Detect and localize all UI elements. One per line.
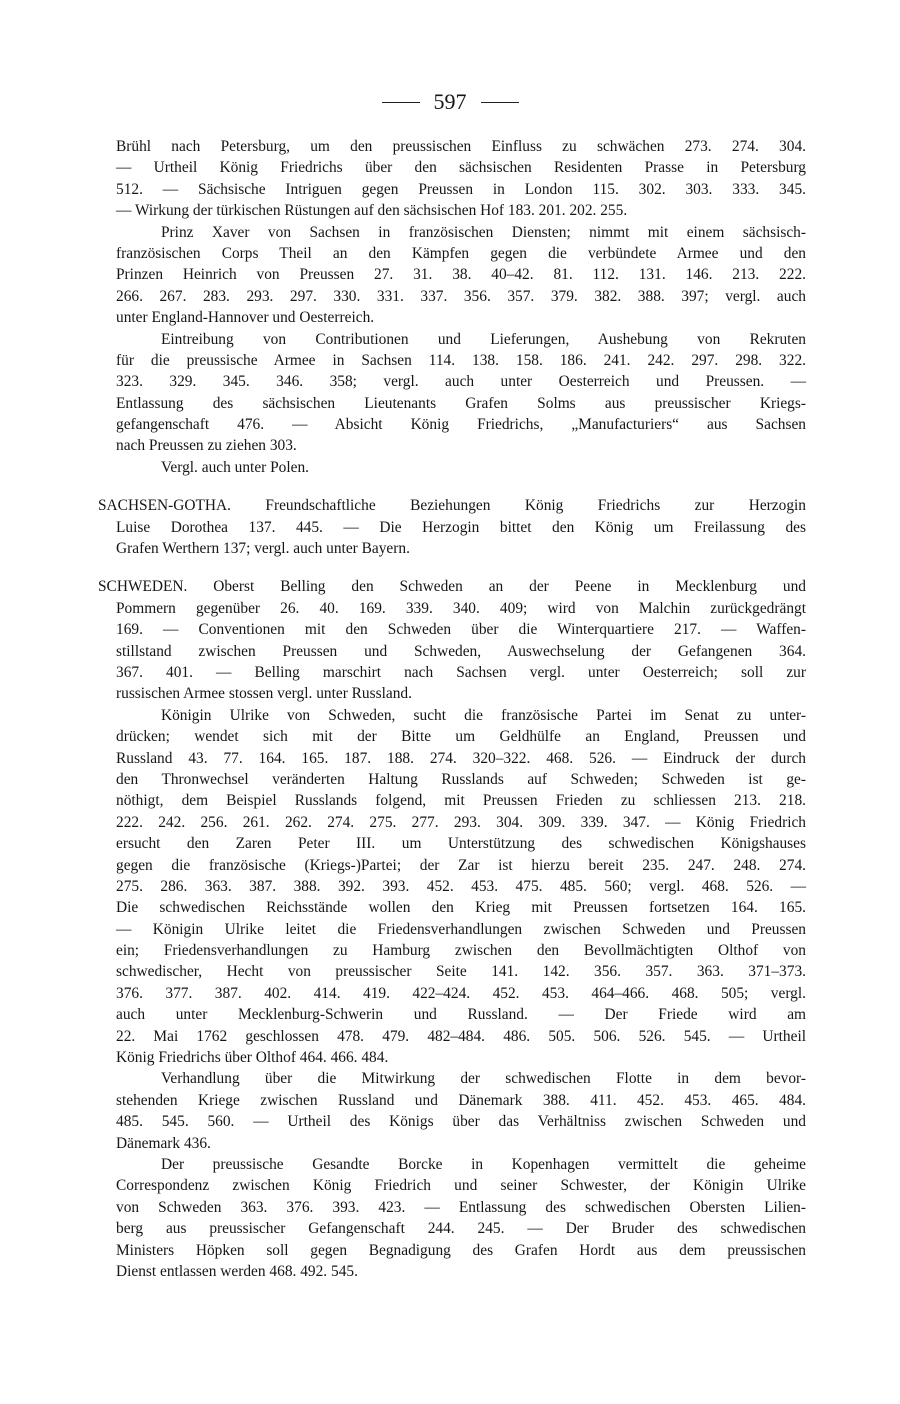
entry-separator (116, 478, 806, 495)
text-line: für die preussische Armee in Sachsen 114. 138. 158. 186. 241. 242. 297. 298. 322. (116, 351, 806, 369)
text-line: nöthigt, dem Beispiel Russlands folgend, mit Preussen Frieden zu schliessen 213. 218. (116, 792, 806, 810)
text-line: Entlassung des sächsischen Lieutenants Grafen Solms aus preussischer Kriegs- (116, 394, 806, 412)
text-line: stillstand zwischen Preussen und Schweden, Auswechselung der Gefangenen 364. (116, 642, 806, 660)
text-line: Ministers Höpken soll gegen Begnadigung des Grafen Hordt aus dem preussischen (116, 1241, 806, 1259)
text-line: Die schwedischen Reichsstände wollen den Krieg mit Preussen fortsetzen 164. 165. (116, 899, 806, 917)
entry-heading-line: SACHSEN-GOTHA. Freundschaftliche Beziehungen König Friedrichs zur Herzogin (98, 497, 806, 515)
text-line: Eintreibung von Contributionen und Lieferungen, Aushebung von Rekruten (161, 330, 806, 348)
text-line: 222. 242. 256. 261. 262. 274. 275. 277. 293. 304. 309. 339. 347. — König Friedrich (116, 813, 806, 831)
text-line: Brühl nach Petersburg, um den preussischen Einfluss zu schwächen 273. 274. 304. (116, 138, 806, 155)
header-rule-right (481, 102, 519, 103)
page-header (0, 90, 900, 114)
text-line: König Friedrichs über Olthof 464. 466. 484. (116, 1049, 389, 1067)
text-line: Dienst entlassen werden 468. 492. 545. (116, 1262, 358, 1280)
text-line: Prinzen Heinrich von Preussen 27. 31. 38. 40–42. 81. 112. 131. 146. 213. 222. (116, 266, 806, 284)
text-line: Der preussische Gesandte Borcke in Kopenhagen vermittelt die geheime (161, 1155, 806, 1173)
text-line: auch unter Mecklenburg-Schwerin und Russland. — Der Friede wird am (116, 1006, 806, 1024)
text-line: — Wirkung der türkischen Rüstungen auf den sächsischen Hof 183. 201. 202. 255. (116, 202, 628, 220)
text-line: gegen die französische (Kriegs-)Partei; der Zar ist hierzu bereit 235. 247. 248. 274. (116, 856, 806, 874)
page-number: 597 (433, 89, 467, 114)
text-line: 376. 377. 387. 402. 414. 419. 422–424. 452. 453. 464–466. 468. 505; vergl. (116, 984, 806, 1002)
text-line: gefangenschaft 476. — Absicht König Friedrichs, „Manufacturiers“ aus Sachsen (116, 416, 806, 434)
text-line: russischen Armee stossen vergl. unter Russland. (116, 685, 412, 703)
text-line: Russland 43. 77. 164. 165. 187. 188. 274. 320–322. 468. 526. — Eindruck der durch (116, 749, 806, 767)
text-line: von Schweden 363. 376. 393. 423. — Entlassung des schwedischen Obersten Lilien- (116, 1198, 806, 1216)
text-line: — Königin Ulrike leitet die Friedensverhandlungen zwischen Schweden und Preussen (116, 920, 806, 938)
text-line: berg aus preussischer Gefangenschaft 244. 245. — Der Bruder des schwedischen (116, 1220, 806, 1238)
text-line: unter England-Hannover und Oesterreich. (116, 309, 375, 327)
text-line: nach Preussen zu ziehen 303. (116, 437, 297, 455)
text-line: 169. — Conventionen mit den Schweden über die Winterquartiere 217. — Waffen- (116, 621, 806, 639)
text-line: schwedischer, Hecht von preussischer Seite 141. 142. 356. 357. 363. 371–373. (116, 963, 806, 981)
text-line: 512. — Sächsische Intriguen gegen Preussen in London 115. 302. 303. 333. 345. (116, 180, 806, 198)
text-line: Pommern gegenüber 26. 40. 169. 339. 340. 409; wird von Malchin zurückgedrängt (116, 599, 806, 617)
text-line: Dänemark 436. (116, 1134, 211, 1152)
text-line: — Urtheil König Friedrichs über den sächsischen Residenten Prasse in Petersburg (116, 159, 806, 177)
text-line: französischen Corps Theil an den Kämpfen gegen die verbündete Armee und den (116, 244, 806, 262)
text-line: Luise Dorothea 137. 445. — Die Herzogin bittet den König um Freilassung des (116, 518, 806, 536)
text-line: drücken; wendet sich mit der Bitte um Geldhülfe an England, Preussen und (116, 728, 806, 746)
text-line: Prinz Xaver von Sachsen in französischen Diensten; nimmt mit einem sächsisch- (161, 223, 806, 241)
text-line: Correspondenz zwischen König Friedrich und seiner Schwester, der Königin Ulrike (116, 1177, 806, 1195)
text-line: den Thronwechsel veränderten Haltung Russlands auf Schweden; Schweden ist ge- (116, 770, 806, 788)
entry-separator (116, 559, 806, 576)
entry-heading-line: SCHWEDEN. Oberst Belling den Schweden an der Peene in Mecklenburg und (98, 578, 806, 596)
text-line: Königin Ulrike von Schweden, sucht die französische Partei im Senat zu unter- (161, 706, 806, 724)
text-line: stehenden Kriege zwischen Russland und Dänemark 388. 411. 452. 453. 465. 484. (116, 1091, 806, 1109)
text-line: 22. Mai 1762 geschlossen 478. 479. 482–484. 486. 505. 506. 526. 545. — Urtheil (116, 1027, 806, 1045)
text-line: 367. 401. — Belling marschirt nach Sachsen vergl. unter Oesterreich; soll zur (116, 663, 806, 681)
text-line: Vergl. auch unter Polen. (161, 458, 310, 476)
text-line: 275. 286. 363. 387. 388. 392. 393. 452. 453. 475. 485. 560; vergl. 468. 526. — (116, 877, 806, 895)
text-line: ein; Friedensverhandlungen zu Hamburg zwischen den Bevollmächtigten Olthof von (116, 942, 806, 960)
index-text-body (98, 136, 806, 1282)
header-rule-left (382, 102, 420, 103)
text-line: Verhandlung über die Mitwirkung der schwedischen Flotte in dem bevor- (161, 1070, 806, 1088)
text-line: 485. 545. 560. — Urtheil des Königs über das Verhältniss zwischen Schweden und (116, 1113, 806, 1131)
text-line: Grafen Werthern 137; vergl. auch unter Bayern. (116, 540, 410, 558)
text-line: ersucht den Zaren Peter III. um Unterstützung des schwedischen Königshauses (116, 835, 806, 853)
text-line: 266. 267. 283. 293. 297. 330. 331. 337. 356. 357. 379. 382. 388. 397; vergl. auch (116, 287, 806, 305)
text-line: 323. 329. 345. 346. 358; vergl. auch unter Oesterreich und Preussen. — (116, 373, 806, 391)
